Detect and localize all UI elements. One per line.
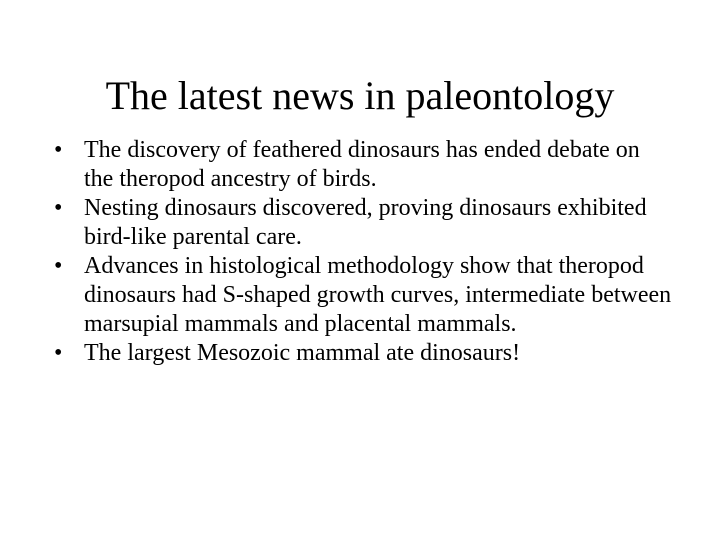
bullet-item: [54, 194, 674, 252]
slide-title: The latest news in paleontology: [105, 73, 615, 118]
bullet-text: The largest Mesozoic mammal ate dinosaurs!: [84, 340, 521, 366]
bullet-point-icon: •: [54, 137, 63, 163]
bullet-item: [54, 136, 674, 194]
bullet-text: Advances in histological methodology show that theropod dinosaurs had S-shaped growth curves, intermediate between marsupial mammals and placental mammals.: [84, 253, 672, 337]
bullet-point-icon: •: [54, 340, 63, 366]
bullet-text: The discovery of feathered dinosaurs has ended debate on the theropod ancestry of birds.: [84, 137, 640, 192]
bullet-point-icon: •: [54, 253, 63, 279]
bullet-point-icon: •: [54, 195, 63, 221]
bullet-list: [54, 136, 674, 368]
bullet-item: [54, 339, 674, 368]
bullet-text: Nesting dinosaurs discovered, proving dinosaurs exhibited bird-like parental care.: [84, 195, 647, 250]
bullet-item: [54, 252, 674, 339]
